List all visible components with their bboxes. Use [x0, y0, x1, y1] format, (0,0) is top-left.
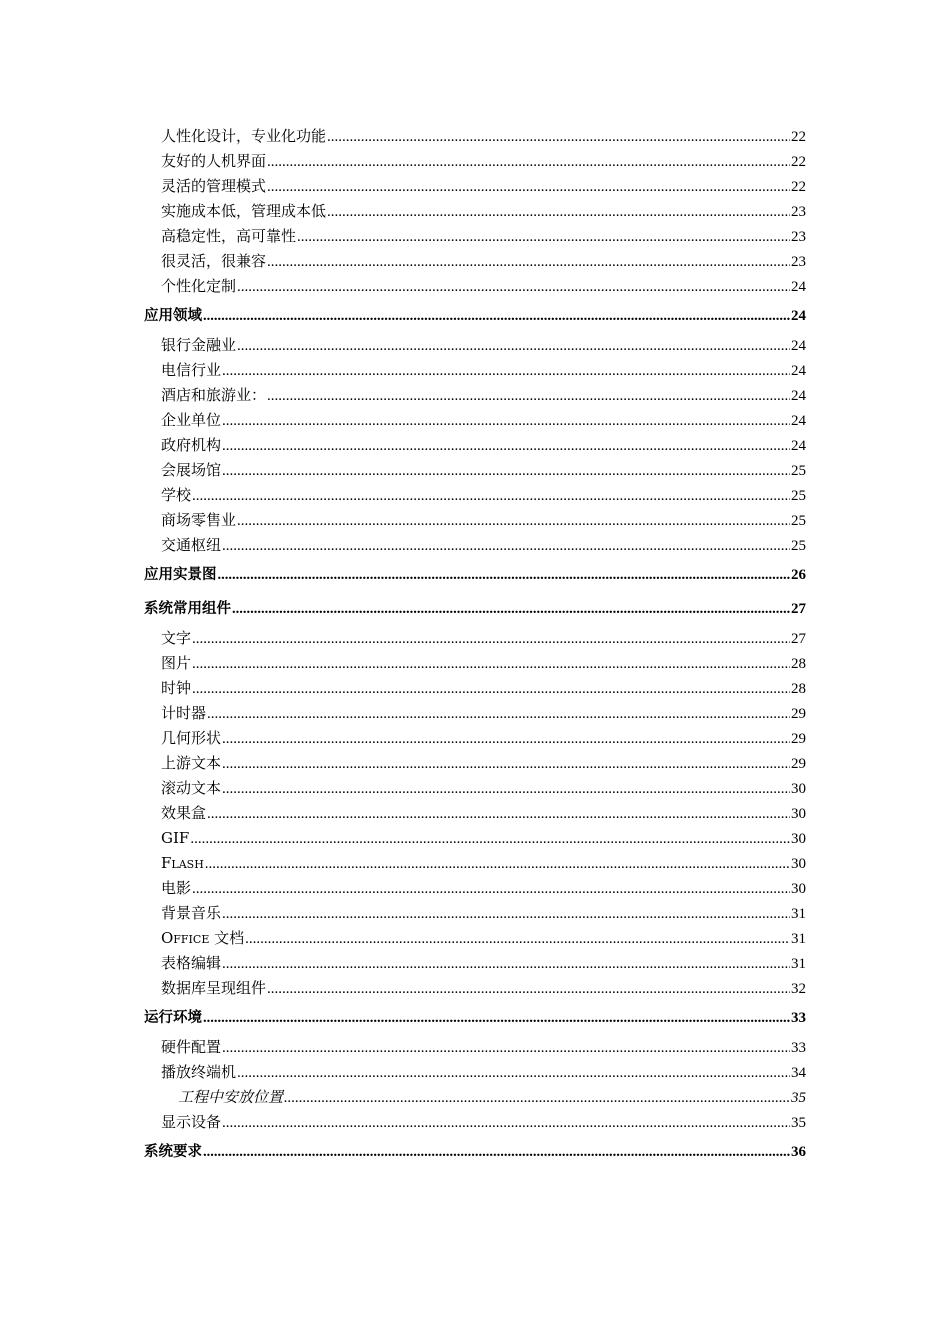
toc-page-number: 24	[791, 388, 806, 404]
toc-leader-dots	[327, 125, 790, 150]
toc-entry[interactable]	[0, 726, 950, 751]
toc-entry-label: 硬件配置	[161, 1038, 222, 1056]
toc-entry[interactable]	[0, 174, 950, 199]
toc-leader-dots	[222, 752, 790, 777]
toc-entry-label: 政府机构	[161, 436, 222, 454]
toc-page-number: 32	[791, 981, 806, 997]
toc-leader-dots	[267, 175, 790, 200]
toc-entry[interactable]	[0, 408, 950, 433]
toc-entry[interactable]	[0, 458, 950, 483]
toc-leader-dots	[237, 1061, 790, 1086]
toc-page-number: 31	[791, 906, 806, 922]
toc-leader-dots	[207, 802, 790, 827]
toc-entry[interactable]	[0, 533, 950, 558]
toc-entry-label: 图片	[161, 654, 192, 672]
toc-entry[interactable]	[0, 801, 950, 826]
toc-page-number: 24	[791, 413, 806, 429]
toc-page-number: 26	[791, 567, 806, 583]
toc-entry[interactable]	[0, 701, 950, 726]
toc-page-number: 29	[791, 706, 806, 722]
toc-heading-entry[interactable]	[0, 1001, 950, 1035]
toc-entry-label: 实施成本低，管理成本低	[161, 202, 327, 220]
toc-leader-dots	[203, 1001, 790, 1035]
toc-leader-dots	[192, 627, 790, 652]
toc-entry-label: 系统常用组件	[144, 601, 231, 617]
toc-entry-label: 应用领域	[144, 308, 202, 324]
toc-entry[interactable]	[0, 224, 950, 249]
toc-leader-dots	[222, 902, 790, 927]
toc-entry-label: 工程中安放位置	[178, 1088, 284, 1106]
toc-entry[interactable]	[0, 483, 950, 508]
toc-entry[interactable]	[0, 383, 950, 408]
toc-leader-dots	[203, 299, 790, 333]
toc-entry[interactable]	[0, 249, 950, 274]
toc-heading-entry[interactable]	[0, 1135, 950, 1169]
toc-page-number: 35	[791, 1115, 806, 1131]
toc-subsubentry[interactable]	[0, 1085, 950, 1110]
toc-entry[interactable]	[0, 626, 950, 651]
toc-page-number: 31	[791, 931, 806, 947]
toc-page-number: 25	[791, 538, 806, 554]
toc-entry[interactable]	[0, 651, 950, 676]
toc-page-number: 24	[791, 279, 806, 295]
toc-entry[interactable]	[0, 826, 950, 851]
toc-leader-dots	[192, 484, 790, 509]
toc-entry-label: 会展场馆	[161, 461, 222, 479]
toc-entry-label: 计时器	[161, 704, 207, 722]
toc-leader-dots	[237, 334, 790, 359]
toc-entry[interactable]	[0, 274, 950, 299]
toc-leader-dots	[192, 877, 790, 902]
toc-leader-dots	[222, 1111, 790, 1136]
toc-entry-label: 交通枢纽	[161, 536, 222, 554]
toc-entry[interactable]	[0, 1110, 950, 1135]
toc-leader-dots	[205, 852, 790, 877]
toc-leader-dots	[327, 200, 790, 225]
toc-entry-label: 友好的人机界面	[161, 152, 267, 170]
toc-entry-label: Flash	[161, 854, 204, 872]
toc-entry[interactable]	[0, 976, 950, 1001]
toc-entry-label: 背景音乐	[161, 904, 222, 922]
toc-leader-dots	[222, 359, 790, 384]
toc-entry[interactable]	[0, 951, 950, 976]
toc-page-number: 30	[791, 806, 806, 822]
toc-page-number: 25	[791, 463, 806, 479]
toc-entry-label: 高稳定性，高可靠性	[161, 227, 297, 245]
toc-page-number: 28	[791, 656, 806, 672]
toc-entry-label: Office 文档	[161, 929, 245, 947]
toc-entry-label: 电信行业	[161, 361, 222, 379]
toc-entry-label: 运行环境	[144, 1010, 202, 1026]
toc-entry-label: 表格编辑	[161, 954, 222, 972]
toc-entry-label: 时钟	[161, 679, 192, 697]
toc-leader-dots	[245, 927, 790, 952]
toc-page-number: 24	[791, 338, 806, 354]
toc-page-number: 25	[791, 488, 806, 504]
toc-page-number: 22	[791, 154, 806, 170]
toc-entry[interactable]	[0, 776, 950, 801]
toc-leader-dots	[222, 952, 790, 977]
toc-leader-dots	[222, 777, 790, 802]
toc-page-number: 29	[791, 731, 806, 747]
toc-page-number: 30	[791, 831, 806, 847]
toc-heading-entry[interactable]	[0, 592, 950, 626]
toc-page-number: 23	[791, 254, 806, 270]
toc-entry-label: 银行金融业	[161, 336, 237, 354]
toc-entry[interactable]	[0, 676, 950, 701]
toc-page-number: 23	[791, 204, 806, 220]
toc-heading-entry[interactable]	[0, 299, 950, 333]
toc-entry-label: 人性化设计，专业化功能	[161, 127, 327, 145]
toc-page-number: 27	[791, 631, 806, 647]
toc-entry-label: 很灵活，很兼容	[161, 252, 267, 270]
toc-entry-label: 播放终端机	[161, 1063, 237, 1081]
toc-entry-label: 滚动文本	[161, 779, 222, 797]
toc-entry[interactable]	[0, 876, 950, 901]
toc-page-number: 30	[791, 781, 806, 797]
toc-leader-dots	[267, 150, 790, 175]
toc-leader-dots	[203, 1135, 790, 1169]
toc-leader-dots	[192, 677, 790, 702]
toc-entry-label: 文字	[161, 629, 192, 647]
toc-entry-label: 系统要求	[144, 1144, 202, 1160]
toc-entry-label: 效果盒	[161, 804, 207, 822]
toc-page-number: 24	[791, 308, 806, 324]
toc-page-number: 23	[791, 229, 806, 245]
toc-entry[interactable]	[0, 751, 950, 776]
toc-entry[interactable]	[0, 199, 950, 224]
toc-entry[interactable]	[0, 333, 950, 358]
toc-entry-label: 电影	[161, 879, 192, 897]
toc-page-number: 29	[791, 756, 806, 772]
toc-leader-dots	[222, 1036, 790, 1061]
toc-entry[interactable]	[0, 508, 950, 533]
toc-entry[interactable]	[0, 1035, 950, 1060]
toc-entry-label: GIF	[161, 829, 190, 847]
toc-entry-label: 几何形状	[161, 729, 222, 747]
toc-entry-label: 学校	[161, 486, 192, 504]
toc-page-number: 33	[791, 1010, 806, 1026]
toc-heading-entry[interactable]	[0, 558, 950, 592]
toc-entry-label: 商场零售业	[161, 511, 237, 529]
toc-entry-label: 个性化定制	[161, 277, 237, 295]
toc-page-number: 35	[791, 1090, 806, 1106]
toc-page-number: 28	[791, 681, 806, 697]
toc-entry-label: 数据库呈现组件	[161, 979, 267, 997]
toc-leader-dots	[192, 652, 790, 677]
toc-page-number: 31	[791, 956, 806, 972]
toc-leader-dots	[267, 384, 790, 409]
toc-entry[interactable]	[0, 149, 950, 174]
toc-entry[interactable]	[0, 433, 950, 458]
toc-leader-dots	[222, 534, 790, 559]
toc-page-number: 27	[791, 601, 806, 617]
toc-page-number: 30	[791, 881, 806, 897]
toc-page-number: 33	[791, 1040, 806, 1056]
toc-leader-dots	[284, 1086, 790, 1111]
toc-leader-dots	[218, 558, 791, 592]
toc-leader-dots	[190, 827, 790, 852]
toc-leader-dots	[267, 250, 790, 275]
toc-entry[interactable]	[0, 1060, 950, 1085]
toc-entry-label: 企业单位	[161, 411, 222, 429]
toc-leader-dots	[237, 275, 790, 300]
toc-entry[interactable]	[0, 358, 950, 383]
toc-page-number: 22	[791, 129, 806, 145]
toc-entry[interactable]	[0, 124, 950, 149]
toc-entry-label: 酒店和旅游业：	[161, 386, 267, 404]
toc-page-number: 34	[791, 1065, 806, 1081]
toc-entry[interactable]	[0, 926, 950, 951]
toc-leader-dots	[222, 727, 790, 752]
toc-page-number: 36	[791, 1144, 806, 1160]
toc-leader-dots	[222, 434, 790, 459]
toc-leader-dots	[267, 977, 790, 1002]
toc-entry[interactable]	[0, 851, 950, 876]
toc-leader-dots	[237, 509, 790, 534]
toc-entry-label: 上游文本	[161, 754, 222, 772]
toc-page-number: 30	[791, 856, 806, 872]
toc-leader-dots	[232, 592, 790, 626]
toc-leader-dots	[222, 409, 790, 434]
toc-leader-dots	[297, 225, 790, 250]
toc-leader-dots	[207, 702, 790, 727]
toc-page-number: 25	[791, 513, 806, 529]
toc-entry-label: 灵活的管理模式	[161, 177, 267, 195]
toc-leader-dots	[222, 459, 790, 484]
toc-page-number: 22	[791, 179, 806, 195]
toc-entry[interactable]	[0, 901, 950, 926]
toc-page-number: 24	[791, 363, 806, 379]
toc-page-number: 24	[791, 438, 806, 454]
toc-entry-label: 显示设备	[161, 1113, 222, 1131]
toc-entry-label: 应用实景图	[144, 567, 217, 583]
table-of-contents	[0, 124, 950, 1169]
